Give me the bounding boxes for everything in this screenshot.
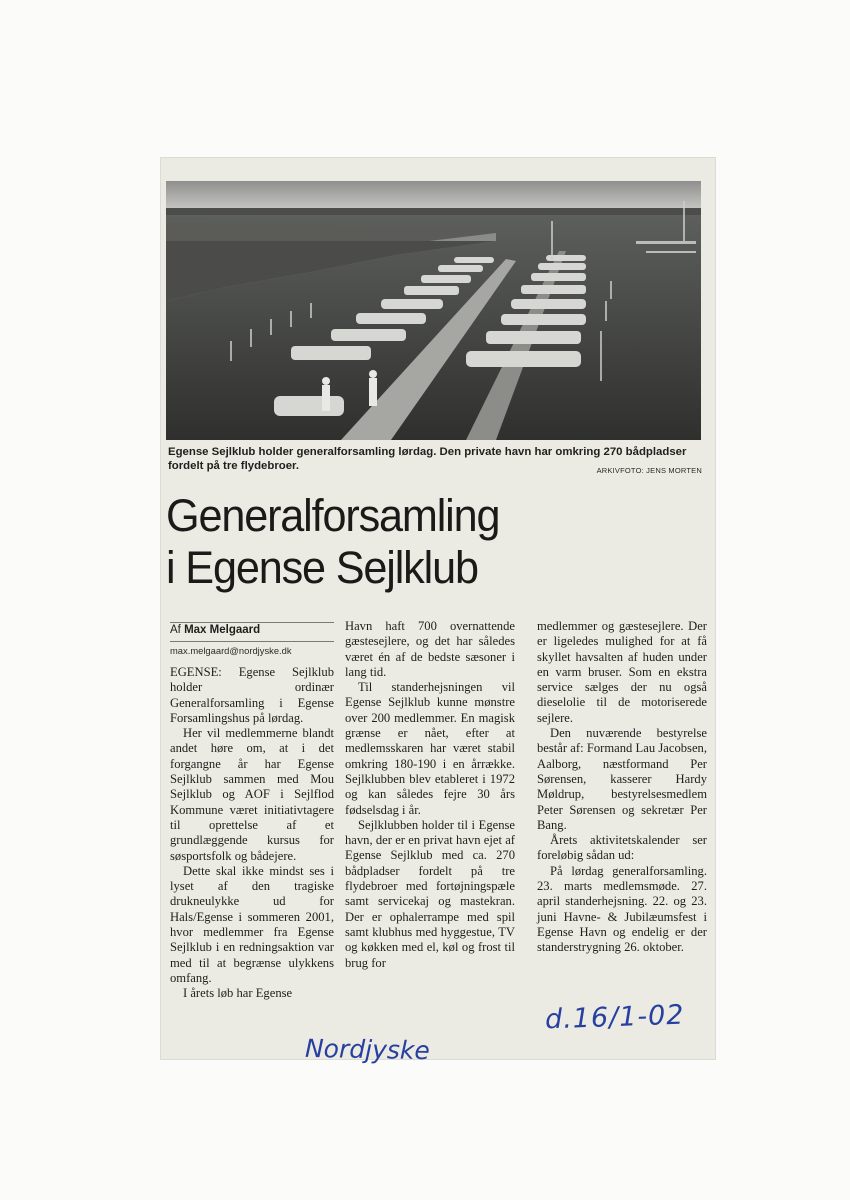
byline-divider <box>170 622 334 623</box>
headline <box>166 490 689 594</box>
paragraph: Dette skal ikke mindst ses i lyset af den tragiske drukneulykke ud for Hals/Egense i sommeren 2001, hvor medlemmer fra Egense Sejlklub i en redningsaktion var med til at begrænse ulykkens omfang. <box>170 863 334 985</box>
paragraph: EGENSE: Egense Sejlklub holder ordinær Generalforsamling i Egense Forsamlingshus på lørdag. <box>170 665 334 725</box>
marina-photo-image <box>166 181 701 440</box>
newspaper-clipping <box>160 157 716 1066</box>
byline-divider <box>170 641 334 642</box>
author-email: max.melgaard@nordjyske.dk <box>170 645 292 656</box>
paragraph: Her vil medlemmerne blandt andet høre om, at i det forgangne år har Egense Sejlklub sammen med Mou Sejlklub og AOF i Sejlflod Kommune været initiativtagere til oprettelse af et grundlæggende kursus for søsportsfolk og bådejere. <box>170 726 334 863</box>
handwritten-date: d.16/1-02 <box>544 999 685 1036</box>
paragraph: Sejlklubben holder til i Egense havn, der er en privat havn ejet af Egense Sejlklub med ca. 270 bådpladser fordelt på tre flydebroer med fortøjningspæle samt servicekaj og mastekran. Der er ophalerrampe med spil samt klubhus med hyggestue, TV og køkken med el, køl og frost til brug for <box>345 817 515 970</box>
paragraph: Årets aktivitetskalender ser foreløbig sådan ud: <box>537 833 707 863</box>
photo-credit: ARKIVFOTO: JENS MORTEN <box>596 466 702 475</box>
article-column-1 <box>170 665 334 1002</box>
paragraph: På lørdag generalforsamling. 23. marts medlemsmøde. 27. april standerhejsning. 22. og 23. juni Havne- & Jubilæumsfest i Egense Havn og endelig er der standerstrygning 26. oktober. <box>537 863 707 955</box>
marina-photo <box>166 181 701 440</box>
author-name: Max Melgaard <box>184 624 261 636</box>
paragraph: Den nuværende bestyrelse består af: Formand Lau Jacobsen, Aalborg, næstformand Per Sørensen, kasserer Hardy Møldrup, bestyrelsesmedlem Peter Sørensen og sekretær Per Bang. <box>537 726 707 832</box>
byline-prefix: Af <box>170 624 181 636</box>
paragraph: Havn haft 700 overnattende gæstesejlere, og det har således været én af de bedste sæsoner i lang tid. <box>345 619 515 679</box>
headline-line-2: i Egense Sejlklub <box>166 542 478 593</box>
paragraph: medlemmer og gæstesejlere. Der er ligeledes mulighed for at få skyllet havsalten af huden under en varm bruser. Som en ekstra service sælges der nu også dieselolie til de motoriserede sejlere. <box>537 619 707 725</box>
article-column-3 <box>537 619 707 956</box>
paragraph: Til standerhejsningen vil Egense Sejlklub kunne mønstre over 200 medlemmer. En magisk grænse er nået, efter at medlemsskaren har været stabil omkring 180-190 i en årrække. Sejlklubben blev etableret i 1972 og kan således fejre 30 års fødselsdag i år. <box>345 680 515 817</box>
paragraph: I årets løb har Egense <box>183 986 293 1001</box>
photo-caption: Egense Sejlklub holder generalforsamling lørdag. Den private havn har omkring 270 bådpladser fordelt på tre flydebroer. <box>168 446 687 472</box>
article-column-2 <box>345 619 515 971</box>
handwritten-newspaper-name: Nordjyske <box>304 1033 431 1066</box>
headline-line-1: Generalforsamling <box>166 490 500 541</box>
byline <box>170 624 260 636</box>
